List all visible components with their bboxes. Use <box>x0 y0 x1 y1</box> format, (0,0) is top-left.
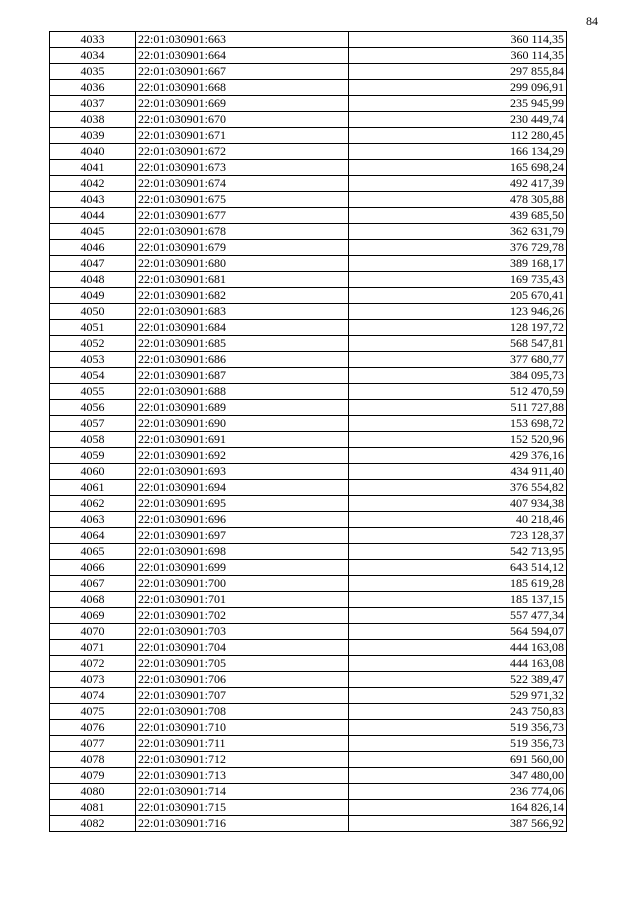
value-cell: 384 095,73 <box>349 368 567 384</box>
value-cell: 643 514,12 <box>349 560 567 576</box>
cadastral-number-cell: 22:01:030901:694 <box>136 480 349 496</box>
row-number-cell: 4052 <box>50 336 136 352</box>
table-row <box>50 336 567 352</box>
row-number-cell: 4042 <box>50 176 136 192</box>
value-cell: 230 449,74 <box>349 112 567 128</box>
cadastral-number-cell: 22:01:030901:690 <box>136 416 349 432</box>
table-row <box>50 128 567 144</box>
cadastral-number-cell: 22:01:030901:663 <box>136 32 349 48</box>
row-number-cell: 4047 <box>50 256 136 272</box>
cadastral-number-cell: 22:01:030901:698 <box>136 544 349 560</box>
row-number-cell: 4060 <box>50 464 136 480</box>
row-number-cell: 4058 <box>50 432 136 448</box>
row-number-cell: 4062 <box>50 496 136 512</box>
value-cell: 519 356,73 <box>349 736 567 752</box>
cadastral-number-cell: 22:01:030901:700 <box>136 576 349 592</box>
cadastral-number-cell: 22:01:030901:681 <box>136 272 349 288</box>
value-cell: 492 417,39 <box>349 176 567 192</box>
cadastral-number-cell: 22:01:030901:696 <box>136 512 349 528</box>
table-row <box>50 816 567 832</box>
cadastral-number-cell: 22:01:030901:682 <box>136 288 349 304</box>
value-cell: 185 619,28 <box>349 576 567 592</box>
cadastral-number-cell: 22:01:030901:668 <box>136 80 349 96</box>
table-row <box>50 688 567 704</box>
value-cell: 360 114,35 <box>349 32 567 48</box>
row-number-cell: 4069 <box>50 608 136 624</box>
table-row <box>50 448 567 464</box>
value-cell: 166 134,29 <box>349 144 567 160</box>
value-cell: 169 735,43 <box>349 272 567 288</box>
row-number-cell: 4078 <box>50 752 136 768</box>
cadastral-number-cell: 22:01:030901:687 <box>136 368 349 384</box>
value-cell: 434 911,40 <box>349 464 567 480</box>
table-row <box>50 416 567 432</box>
cadastral-number-cell: 22:01:030901:672 <box>136 144 349 160</box>
table-row <box>50 192 567 208</box>
table-row <box>50 48 567 64</box>
cadastral-number-cell: 22:01:030901:715 <box>136 800 349 816</box>
value-cell: 723 128,37 <box>349 528 567 544</box>
table-row <box>50 96 567 112</box>
table-row <box>50 144 567 160</box>
table-row <box>50 624 567 640</box>
row-number-cell: 4037 <box>50 96 136 112</box>
table-row <box>50 384 567 400</box>
cadastral-number-cell: 22:01:030901:686 <box>136 352 349 368</box>
row-number-cell: 4043 <box>50 192 136 208</box>
table-row <box>50 496 567 512</box>
cadastral-number-cell: 22:01:030901:697 <box>136 528 349 544</box>
table-row <box>50 800 567 816</box>
cadastral-number-cell: 22:01:030901:693 <box>136 464 349 480</box>
row-number-cell: 4082 <box>50 816 136 832</box>
table-row <box>50 176 567 192</box>
value-cell: 439 685,50 <box>349 208 567 224</box>
value-cell: 511 727,88 <box>349 400 567 416</box>
row-number-cell: 4059 <box>50 448 136 464</box>
cadastral-number-cell: 22:01:030901:674 <box>136 176 349 192</box>
table-row <box>50 320 567 336</box>
value-cell: 243 750,83 <box>349 704 567 720</box>
cadastral-number-cell: 22:01:030901:716 <box>136 816 349 832</box>
value-cell: 376 729,78 <box>349 240 567 256</box>
table-row <box>50 720 567 736</box>
row-number-cell: 4064 <box>50 528 136 544</box>
table-row <box>50 592 567 608</box>
cadastral-number-cell: 22:01:030901:675 <box>136 192 349 208</box>
cadastral-number-cell: 22:01:030901:711 <box>136 736 349 752</box>
table-row <box>50 768 567 784</box>
table-row <box>50 368 567 384</box>
table-row <box>50 112 567 128</box>
value-cell: 557 477,34 <box>349 608 567 624</box>
table-row <box>50 240 567 256</box>
row-number-cell: 4063 <box>50 512 136 528</box>
cadastral-number-cell: 22:01:030901:692 <box>136 448 349 464</box>
row-number-cell: 4076 <box>50 720 136 736</box>
value-cell: 429 376,16 <box>349 448 567 464</box>
row-number-cell: 4051 <box>50 320 136 336</box>
cadastral-number-cell: 22:01:030901:702 <box>136 608 349 624</box>
table-row <box>50 752 567 768</box>
cadastral-number-cell: 22:01:030901:664 <box>136 48 349 64</box>
row-number-cell: 4053 <box>50 352 136 368</box>
cadastral-number-cell: 22:01:030901:714 <box>136 784 349 800</box>
value-cell: 519 356,73 <box>349 720 567 736</box>
cadastral-number-cell: 22:01:030901:689 <box>136 400 349 416</box>
cadastral-number-cell: 22:01:030901:669 <box>136 96 349 112</box>
value-cell: 235 945,99 <box>349 96 567 112</box>
row-number-cell: 4061 <box>50 480 136 496</box>
table-row <box>50 544 567 560</box>
table-row <box>50 672 567 688</box>
value-cell: 377 680,77 <box>349 352 567 368</box>
table-row <box>50 704 567 720</box>
cadastral-number-cell: 22:01:030901:708 <box>136 704 349 720</box>
row-number-cell: 4067 <box>50 576 136 592</box>
cadastral-number-cell: 22:01:030901:712 <box>136 752 349 768</box>
cadastral-number-cell: 22:01:030901:688 <box>136 384 349 400</box>
page-number: 84 <box>586 14 598 28</box>
table-row <box>50 560 567 576</box>
table-row <box>50 80 567 96</box>
row-number-cell: 4071 <box>50 640 136 656</box>
value-cell: 444 163,08 <box>349 640 567 656</box>
cadastral-number-cell: 22:01:030901:684 <box>136 320 349 336</box>
row-number-cell: 4077 <box>50 736 136 752</box>
table-row <box>50 272 567 288</box>
value-cell: 691 560,00 <box>349 752 567 768</box>
value-cell: 347 480,00 <box>349 768 567 784</box>
value-cell: 299 096,91 <box>349 80 567 96</box>
cadastral-number-cell: 22:01:030901:685 <box>136 336 349 352</box>
table-row <box>50 576 567 592</box>
cadastral-number-cell: 22:01:030901:705 <box>136 656 349 672</box>
value-cell: 128 197,72 <box>349 320 567 336</box>
row-number-cell: 4039 <box>50 128 136 144</box>
row-number-cell: 4075 <box>50 704 136 720</box>
cadastral-number-cell: 22:01:030901:713 <box>136 768 349 784</box>
row-number-cell: 4035 <box>50 64 136 80</box>
value-cell: 478 305,88 <box>349 192 567 208</box>
cadastral-number-cell: 22:01:030901:678 <box>136 224 349 240</box>
row-number-cell: 4074 <box>50 688 136 704</box>
value-cell: 205 670,41 <box>349 288 567 304</box>
value-cell: 297 855,84 <box>349 64 567 80</box>
value-cell: 568 547,81 <box>349 336 567 352</box>
row-number-cell: 4070 <box>50 624 136 640</box>
cadastral-number-cell: 22:01:030901:670 <box>136 112 349 128</box>
row-number-cell: 4048 <box>50 272 136 288</box>
row-number-cell: 4046 <box>50 240 136 256</box>
cadastral-number-cell: 22:01:030901:679 <box>136 240 349 256</box>
row-number-cell: 4044 <box>50 208 136 224</box>
table-row <box>50 528 567 544</box>
row-number-cell: 4040 <box>50 144 136 160</box>
row-number-cell: 4054 <box>50 368 136 384</box>
row-number-cell: 4050 <box>50 304 136 320</box>
table-row <box>50 608 567 624</box>
table-row <box>50 64 567 80</box>
value-cell: 387 566,92 <box>349 816 567 832</box>
value-cell: 389 168,17 <box>349 256 567 272</box>
row-number-cell: 4079 <box>50 768 136 784</box>
value-cell: 444 163,08 <box>349 656 567 672</box>
cadastral-number-cell: 22:01:030901:710 <box>136 720 349 736</box>
row-number-cell: 4034 <box>50 48 136 64</box>
value-cell: 542 713,95 <box>349 544 567 560</box>
table-row <box>50 288 567 304</box>
row-number-cell: 4041 <box>50 160 136 176</box>
row-number-cell: 4073 <box>50 672 136 688</box>
value-cell: 564 594,07 <box>349 624 567 640</box>
table-row <box>50 256 567 272</box>
table-row <box>50 208 567 224</box>
value-cell: 185 137,15 <box>349 592 567 608</box>
cadastral-number-cell: 22:01:030901:695 <box>136 496 349 512</box>
row-number-cell: 4036 <box>50 80 136 96</box>
value-cell: 153 698,72 <box>349 416 567 432</box>
value-cell: 407 934,38 <box>349 496 567 512</box>
cadastral-value-table <box>49 31 567 832</box>
table-row <box>50 400 567 416</box>
table-row <box>50 464 567 480</box>
value-cell: 152 520,96 <box>349 432 567 448</box>
cadastral-number-cell: 22:01:030901:699 <box>136 560 349 576</box>
cadastral-number-cell: 22:01:030901:703 <box>136 624 349 640</box>
value-cell: 512 470,59 <box>349 384 567 400</box>
table-body <box>50 32 567 832</box>
table-row <box>50 224 567 240</box>
cadastral-number-cell: 22:01:030901:683 <box>136 304 349 320</box>
value-cell: 522 389,47 <box>349 672 567 688</box>
row-number-cell: 4033 <box>50 32 136 48</box>
row-number-cell: 4072 <box>50 656 136 672</box>
cadastral-number-cell: 22:01:030901:701 <box>136 592 349 608</box>
row-number-cell: 4057 <box>50 416 136 432</box>
value-cell: 376 554,82 <box>349 480 567 496</box>
value-cell: 123 946,26 <box>349 304 567 320</box>
cadastral-number-cell: 22:01:030901:673 <box>136 160 349 176</box>
value-cell: 362 631,79 <box>349 224 567 240</box>
cadastral-number-cell: 22:01:030901:706 <box>136 672 349 688</box>
table-row <box>50 352 567 368</box>
value-cell: 360 114,35 <box>349 48 567 64</box>
row-number-cell: 4055 <box>50 384 136 400</box>
table-row <box>50 480 567 496</box>
value-cell: 236 774,06 <box>349 784 567 800</box>
table-row <box>50 784 567 800</box>
cadastral-number-cell: 22:01:030901:691 <box>136 432 349 448</box>
row-number-cell: 4049 <box>50 288 136 304</box>
cadastral-number-cell: 22:01:030901:671 <box>136 128 349 144</box>
table-row <box>50 512 567 528</box>
value-cell: 529 971,32 <box>349 688 567 704</box>
cadastral-number-cell: 22:01:030901:707 <box>136 688 349 704</box>
row-number-cell: 4066 <box>50 560 136 576</box>
table-row <box>50 656 567 672</box>
value-cell: 165 698,24 <box>349 160 567 176</box>
value-cell: 112 280,45 <box>349 128 567 144</box>
table-row <box>50 304 567 320</box>
row-number-cell: 4068 <box>50 592 136 608</box>
table-row <box>50 32 567 48</box>
cadastral-number-cell: 22:01:030901:680 <box>136 256 349 272</box>
row-number-cell: 4065 <box>50 544 136 560</box>
row-number-cell: 4056 <box>50 400 136 416</box>
table-row <box>50 736 567 752</box>
cadastral-number-cell: 22:01:030901:667 <box>136 64 349 80</box>
table-row <box>50 432 567 448</box>
row-number-cell: 4081 <box>50 800 136 816</box>
cadastral-number-cell: 22:01:030901:704 <box>136 640 349 656</box>
row-number-cell: 4080 <box>50 784 136 800</box>
row-number-cell: 4038 <box>50 112 136 128</box>
value-cell: 164 826,14 <box>349 800 567 816</box>
value-cell: 40 218,46 <box>349 512 567 528</box>
table-row <box>50 160 567 176</box>
cadastral-number-cell: 22:01:030901:677 <box>136 208 349 224</box>
row-number-cell: 4045 <box>50 224 136 240</box>
table-row <box>50 640 567 656</box>
